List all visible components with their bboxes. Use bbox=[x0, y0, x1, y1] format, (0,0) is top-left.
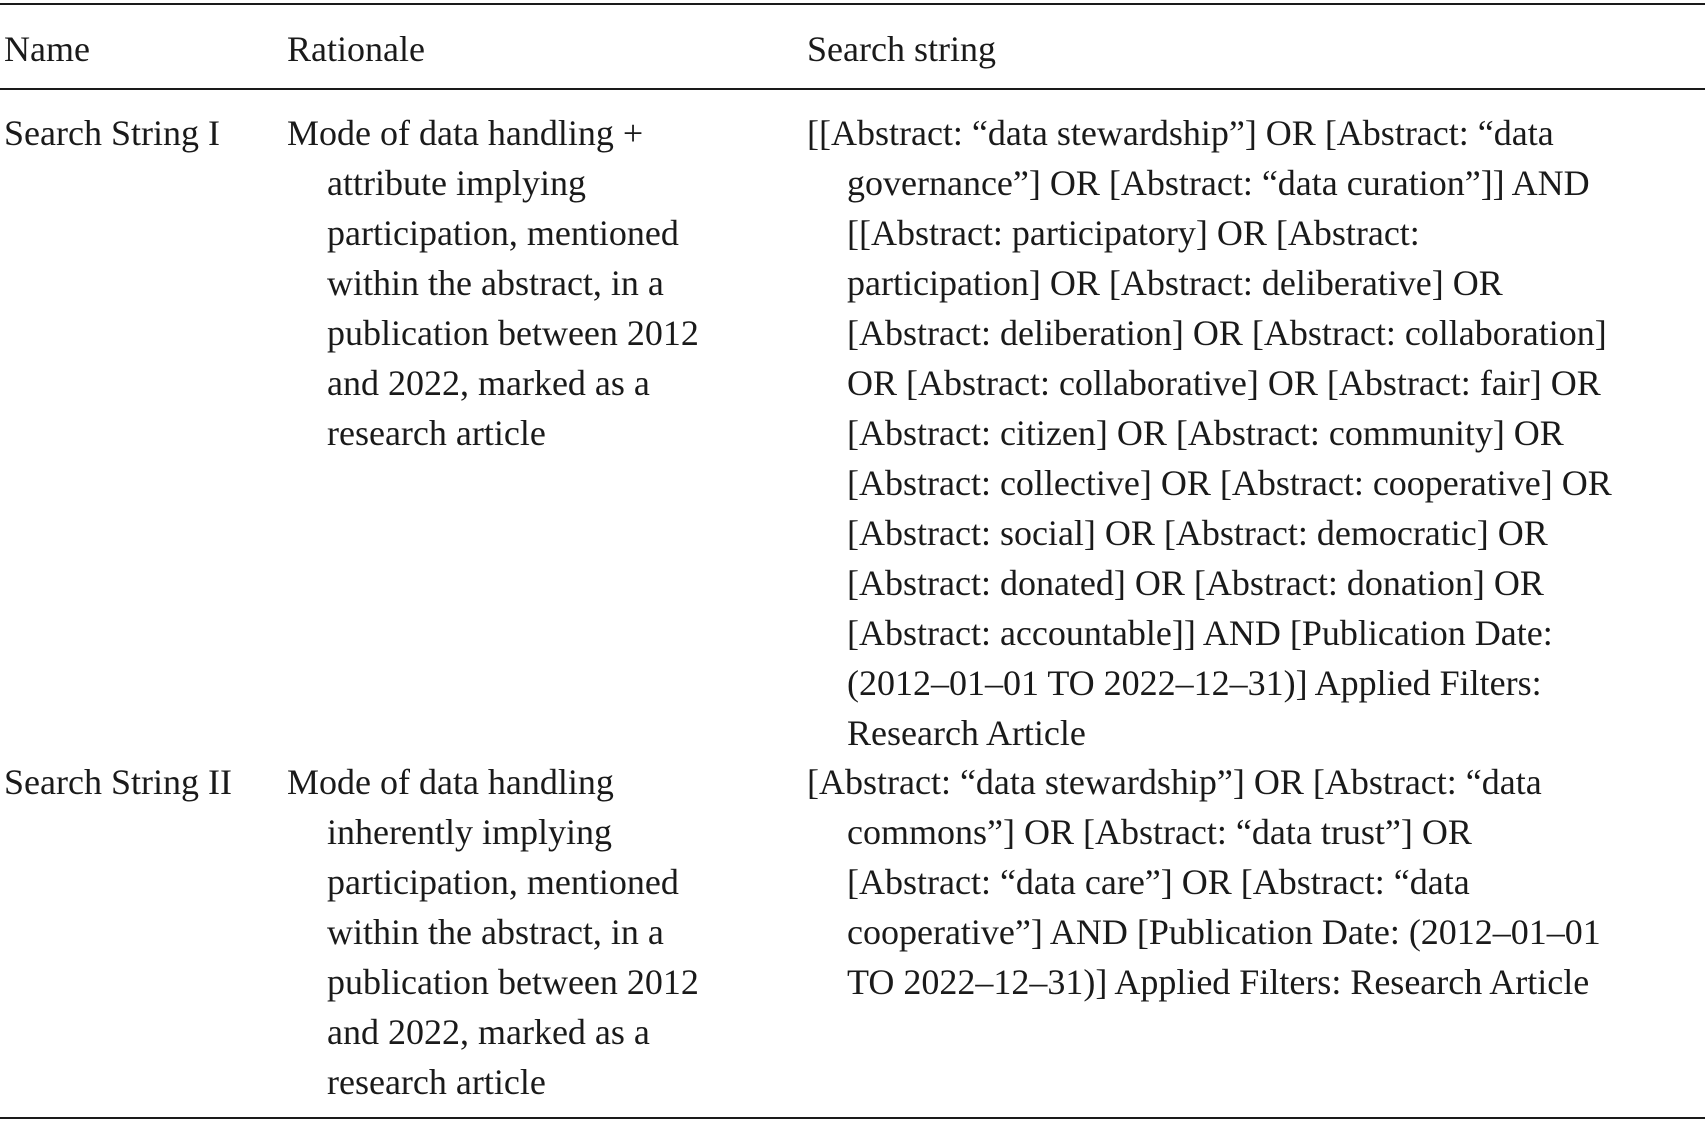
rationale-line: research article bbox=[327, 413, 546, 453]
search-string-line: cooperative”] AND [Publication Date: (2012–01–01 bbox=[847, 912, 1601, 952]
rationale-line: and 2022, marked as a bbox=[327, 1012, 650, 1052]
row-2-rationale bbox=[287, 757, 699, 1107]
rationale-line: publication between 2012 bbox=[327, 313, 699, 353]
column-header-rationale: Rationale bbox=[287, 29, 425, 69]
search-string-line: [Abstract: “data stewardship”] OR [Abstract: “data bbox=[807, 762, 1542, 802]
column-header-search-string: Search string bbox=[807, 29, 996, 69]
search-string-line: [[Abstract: participatory] OR [Abstract: bbox=[847, 213, 1420, 253]
table-header-rule bbox=[0, 88, 1705, 90]
rationale-line: publication between 2012 bbox=[327, 962, 699, 1002]
row-1-name: Search String I bbox=[4, 113, 220, 153]
rationale-line: and 2022, marked as a bbox=[327, 363, 650, 403]
rationale-line: inherently implying bbox=[327, 812, 612, 852]
search-string-line: [Abstract: social] OR [Abstract: democratic] OR bbox=[847, 513, 1548, 553]
row-1-rationale bbox=[287, 108, 699, 458]
search-string-line: [Abstract: deliberation] OR [Abstract: collaboration] bbox=[847, 313, 1607, 353]
rationale-line: Mode of data handling bbox=[287, 762, 614, 802]
search-string-line: [Abstract: accountable]] AND [Publication Date: bbox=[847, 613, 1553, 653]
search-string-line: Research Article bbox=[847, 713, 1086, 753]
rationale-line: within the abstract, in a bbox=[327, 912, 664, 952]
search-string-line: [Abstract: “data care”] OR [Abstract: “data bbox=[847, 862, 1470, 902]
rationale-line: research article bbox=[327, 1062, 546, 1102]
search-string-line: TO 2022–12–31)] Applied Filters: Research Article bbox=[847, 962, 1590, 1002]
row-2-search-string bbox=[807, 757, 1601, 1007]
search-string-line: governance”] OR [Abstract: “data curation”]] AND bbox=[847, 163, 1590, 203]
search-string-line: [Abstract: collective] OR [Abstract: cooperative] OR bbox=[847, 463, 1612, 503]
row-2-name: Search String II bbox=[4, 762, 232, 802]
search-string-line: (2012–01–01 TO 2022–12–31)] Applied Filters: bbox=[847, 663, 1542, 703]
search-string-line: participation] OR [Abstract: deliberative] OR bbox=[847, 263, 1503, 303]
column-header-name: Name bbox=[4, 29, 90, 69]
table-bottom-rule bbox=[0, 1117, 1705, 1119]
rationale-line: participation, mentioned bbox=[327, 862, 679, 902]
search-string-line: [Abstract: donated] OR [Abstract: donation] OR bbox=[847, 563, 1544, 603]
row-1-search-string bbox=[807, 108, 1612, 758]
rationale-line: participation, mentioned bbox=[327, 213, 679, 253]
table-top-rule bbox=[0, 3, 1705, 5]
rationale-line: attribute implying bbox=[327, 163, 586, 203]
rationale-line: within the abstract, in a bbox=[327, 263, 664, 303]
search-string-line: commons”] OR [Abstract: “data trust”] OR bbox=[847, 812, 1472, 852]
search-string-line: [Abstract: citizen] OR [Abstract: community] OR bbox=[847, 413, 1564, 453]
search-string-line: OR [Abstract: collaborative] OR [Abstract: fair] OR bbox=[847, 363, 1601, 403]
search-string-line: [[Abstract: “data stewardship”] OR [Abstract: “data bbox=[807, 113, 1554, 153]
rationale-line: Mode of data handling + bbox=[287, 113, 644, 153]
